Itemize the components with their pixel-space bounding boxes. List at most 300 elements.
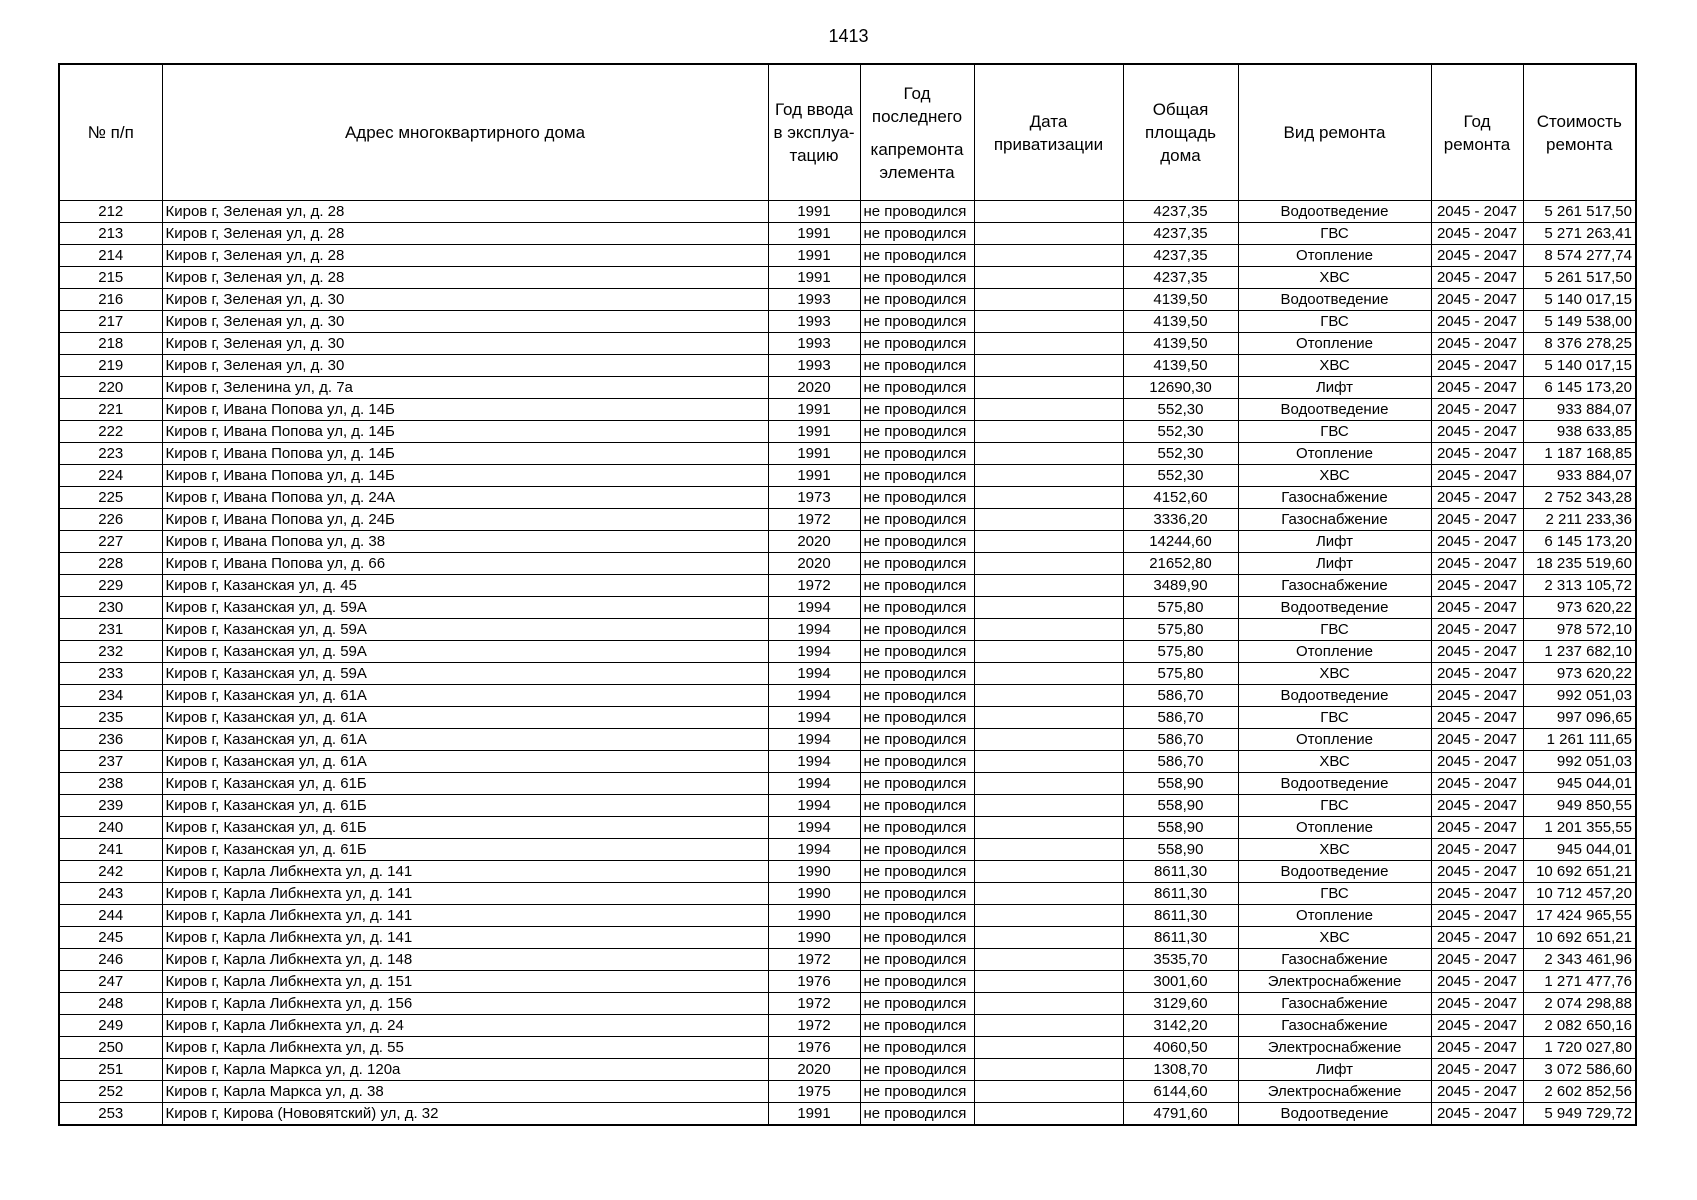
- cell-cost: 978 572,10: [1523, 619, 1636, 641]
- table-body: [59, 201, 1636, 1126]
- repair-schedule-table: [58, 63, 1637, 1126]
- cell-cost: 2 082 650,16: [1523, 1015, 1636, 1037]
- cell-address: Киров г, Казанская ул, д. 61А: [162, 751, 768, 773]
- cell-repair-type: Водоотведение: [1238, 861, 1431, 883]
- cell-privatization: [974, 1103, 1123, 1126]
- cell-repair-type: ГВС: [1238, 223, 1431, 245]
- cell-repair-year: 2045 - 2047: [1431, 509, 1523, 531]
- cell-area: 4060,50: [1123, 1037, 1238, 1059]
- cell-repair-year: 2045 - 2047: [1431, 399, 1523, 421]
- cell-year-commission: 1991: [768, 267, 860, 289]
- cell-area: 8611,30: [1123, 883, 1238, 905]
- cell-year-commission: 1990: [768, 861, 860, 883]
- cell-year-commission: 1994: [768, 619, 860, 641]
- cell-cost: 1 187 168,85: [1523, 443, 1636, 465]
- cell-last-repair: не проводился: [860, 311, 974, 333]
- cell-num: 224: [59, 465, 162, 487]
- cell-repair-type: Водоотведение: [1238, 773, 1431, 795]
- cell-address: Киров г, Зеленая ул, д. 28: [162, 201, 768, 223]
- cell-year-commission: 2020: [768, 377, 860, 399]
- cell-repair-type: Газоснабжение: [1238, 509, 1431, 531]
- cell-cost: 5 271 263,41: [1523, 223, 1636, 245]
- cell-year-commission: 1993: [768, 333, 860, 355]
- table-row: [59, 509, 1636, 531]
- cell-cost: 17 424 965,55: [1523, 905, 1636, 927]
- header-area: Общая площадь дома: [1123, 64, 1238, 201]
- cell-address: Киров г, Зеленина ул, д. 7а: [162, 377, 768, 399]
- cell-repair-type: ГВС: [1238, 795, 1431, 817]
- cell-last-repair: не проводился: [860, 443, 974, 465]
- cell-area: 552,30: [1123, 421, 1238, 443]
- cell-area: 558,90: [1123, 839, 1238, 861]
- cell-repair-type: Отопление: [1238, 641, 1431, 663]
- cell-repair-year: 2045 - 2047: [1431, 245, 1523, 267]
- cell-address: Киров г, Казанская ул, д. 45: [162, 575, 768, 597]
- cell-repair-year: 2045 - 2047: [1431, 1015, 1523, 1037]
- header-privatization: Дата приватизации: [974, 64, 1123, 201]
- cell-num: 218: [59, 333, 162, 355]
- cell-num: 244: [59, 905, 162, 927]
- cell-year-commission: 1994: [768, 795, 860, 817]
- cell-cost: 8 574 277,74: [1523, 245, 1636, 267]
- cell-cost: 5 949 729,72: [1523, 1103, 1636, 1126]
- cell-privatization: [974, 1081, 1123, 1103]
- cell-privatization: [974, 553, 1123, 575]
- cell-cost: 5 140 017,15: [1523, 289, 1636, 311]
- cell-privatization: [974, 399, 1123, 421]
- cell-num: 216: [59, 289, 162, 311]
- table-row: [59, 575, 1636, 597]
- cell-year-commission: 1972: [768, 993, 860, 1015]
- cell-repair-year: 2045 - 2047: [1431, 223, 1523, 245]
- cell-repair-type: Отопление: [1238, 817, 1431, 839]
- cell-privatization: [974, 443, 1123, 465]
- cell-cost: 18 235 519,60: [1523, 553, 1636, 575]
- cell-last-repair: не проводился: [860, 993, 974, 1015]
- cell-privatization: [974, 223, 1123, 245]
- cell-privatization: [974, 531, 1123, 553]
- table-row: [59, 795, 1636, 817]
- cell-num: 236: [59, 729, 162, 751]
- cell-address: Киров г, Казанская ул, д. 61А: [162, 707, 768, 729]
- cell-repair-year: 2045 - 2047: [1431, 443, 1523, 465]
- cell-address: Киров г, Карла Либкнехта ул, д. 151: [162, 971, 768, 993]
- cell-cost: 1 271 477,76: [1523, 971, 1636, 993]
- cell-area: 8611,30: [1123, 927, 1238, 949]
- cell-num: 232: [59, 641, 162, 663]
- cell-repair-type: ГВС: [1238, 707, 1431, 729]
- cell-year-commission: 1994: [768, 707, 860, 729]
- table-row: [59, 531, 1636, 553]
- cell-privatization: [974, 201, 1123, 223]
- header-year-commission: Год ввода в эксплуа-тацию: [768, 64, 860, 201]
- cell-repair-year: 2045 - 2047: [1431, 421, 1523, 443]
- cell-repair-type: Водоотведение: [1238, 289, 1431, 311]
- cell-repair-type: Отопление: [1238, 333, 1431, 355]
- table-row: [59, 553, 1636, 575]
- cell-privatization: [974, 641, 1123, 663]
- cell-year-commission: 1994: [768, 817, 860, 839]
- cell-num: 243: [59, 883, 162, 905]
- cell-repair-year: 2045 - 2047: [1431, 817, 1523, 839]
- cell-last-repair: не проводился: [860, 685, 974, 707]
- cell-last-repair: не проводился: [860, 1103, 974, 1126]
- table-row: [59, 971, 1636, 993]
- cell-repair-year: 2045 - 2047: [1431, 1059, 1523, 1081]
- cell-repair-year: 2045 - 2047: [1431, 795, 1523, 817]
- cell-num: 250: [59, 1037, 162, 1059]
- cell-area: 4237,35: [1123, 267, 1238, 289]
- cell-area: 8611,30: [1123, 861, 1238, 883]
- table-row: [59, 861, 1636, 883]
- table-row: [59, 399, 1636, 421]
- cell-address: Киров г, Ивана Попова ул, д. 24Б: [162, 509, 768, 531]
- cell-num: 249: [59, 1015, 162, 1037]
- cell-area: 14244,60: [1123, 531, 1238, 553]
- cell-repair-type: Отопление: [1238, 905, 1431, 927]
- header-repair-type: Вид ремонта: [1238, 64, 1431, 201]
- cell-repair-year: 2045 - 2047: [1431, 333, 1523, 355]
- cell-year-commission: 1991: [768, 1103, 860, 1126]
- cell-num: 213: [59, 223, 162, 245]
- cell-num: 253: [59, 1103, 162, 1126]
- cell-cost: 3 072 586,60: [1523, 1059, 1636, 1081]
- table-row: [59, 1081, 1636, 1103]
- cell-last-repair: не проводился: [860, 949, 974, 971]
- cell-year-commission: 1972: [768, 509, 860, 531]
- cell-privatization: [974, 729, 1123, 751]
- cell-last-repair: не проводился: [860, 663, 974, 685]
- cell-year-commission: 1975: [768, 1081, 860, 1103]
- cell-year-commission: 1991: [768, 223, 860, 245]
- cell-area: 4237,35: [1123, 201, 1238, 223]
- cell-repair-type: ГВС: [1238, 883, 1431, 905]
- cell-cost: 5 140 017,15: [1523, 355, 1636, 377]
- cell-last-repair: не проводился: [860, 861, 974, 883]
- cell-repair-type: Электроснабжение: [1238, 1037, 1431, 1059]
- cell-last-repair: не проводился: [860, 531, 974, 553]
- table-row: [59, 597, 1636, 619]
- cell-address: Киров г, Кирова (Нововятский) ул, д. 32: [162, 1103, 768, 1126]
- cell-privatization: [974, 421, 1123, 443]
- cell-area: 3489,90: [1123, 575, 1238, 597]
- cell-num: 227: [59, 531, 162, 553]
- page-number: 1413: [828, 26, 869, 46]
- cell-address: Киров г, Казанская ул, д. 61А: [162, 685, 768, 707]
- cell-last-repair: не проводился: [860, 729, 974, 751]
- table-row: [59, 311, 1636, 333]
- cell-num: 225: [59, 487, 162, 509]
- cell-cost: 5 261 517,50: [1523, 267, 1636, 289]
- header-row: [59, 64, 1636, 201]
- cell-privatization: [974, 333, 1123, 355]
- cell-cost: 5 149 538,00: [1523, 311, 1636, 333]
- cell-area: 6144,60: [1123, 1081, 1238, 1103]
- cell-address: Киров г, Карла Маркса ул, д. 120а: [162, 1059, 768, 1081]
- cell-num: 220: [59, 377, 162, 399]
- cell-last-repair: не проводился: [860, 333, 974, 355]
- cell-year-commission: 1990: [768, 927, 860, 949]
- cell-area: 586,70: [1123, 729, 1238, 751]
- cell-num: 241: [59, 839, 162, 861]
- cell-repair-year: 2045 - 2047: [1431, 201, 1523, 223]
- cell-repair-type: Водоотведение: [1238, 597, 1431, 619]
- cell-year-commission: 2020: [768, 553, 860, 575]
- cell-last-repair: не проводился: [860, 399, 974, 421]
- cell-privatization: [974, 751, 1123, 773]
- cell-repair-type: Газоснабжение: [1238, 575, 1431, 597]
- cell-cost: 973 620,22: [1523, 597, 1636, 619]
- cell-num: 239: [59, 795, 162, 817]
- table-row: [59, 905, 1636, 927]
- cell-area: 575,80: [1123, 641, 1238, 663]
- cell-privatization: [974, 817, 1123, 839]
- cell-last-repair: не проводился: [860, 1015, 974, 1037]
- cell-last-repair: не проводился: [860, 245, 974, 267]
- table-row: [59, 685, 1636, 707]
- cell-last-repair: не проводился: [860, 487, 974, 509]
- table-row: [59, 927, 1636, 949]
- cell-area: 552,30: [1123, 443, 1238, 465]
- cell-privatization: [974, 883, 1123, 905]
- cell-address: Киров г, Карла Либкнехта ул, д. 141: [162, 861, 768, 883]
- table-row: [59, 1103, 1636, 1126]
- cell-year-commission: 1990: [768, 905, 860, 927]
- cell-privatization: [974, 311, 1123, 333]
- cell-last-repair: не проводился: [860, 927, 974, 949]
- cell-privatization: [974, 927, 1123, 949]
- cell-repair-type: ХВС: [1238, 751, 1431, 773]
- table-row: [59, 443, 1636, 465]
- cell-privatization: [974, 487, 1123, 509]
- cell-repair-type: Водоотведение: [1238, 1103, 1431, 1126]
- cell-address: Киров г, Карла Либкнехта ул, д. 24: [162, 1015, 768, 1037]
- cell-repair-type: Газоснабжение: [1238, 1015, 1431, 1037]
- table-row: [59, 245, 1636, 267]
- cell-last-repair: не проводился: [860, 465, 974, 487]
- cell-cost: 2 211 233,36: [1523, 509, 1636, 531]
- cell-repair-type: Газоснабжение: [1238, 993, 1431, 1015]
- cell-cost: 10 692 651,21: [1523, 861, 1636, 883]
- cell-num: 231: [59, 619, 162, 641]
- cell-year-commission: 1991: [768, 399, 860, 421]
- cell-privatization: [974, 377, 1123, 399]
- cell-repair-year: 2045 - 2047: [1431, 311, 1523, 333]
- cell-repair-year: 2045 - 2047: [1431, 377, 1523, 399]
- cell-area: 586,70: [1123, 707, 1238, 729]
- cell-year-commission: 1976: [768, 1037, 860, 1059]
- cell-cost: 2 343 461,96: [1523, 949, 1636, 971]
- cell-address: Киров г, Казанская ул, д. 61Б: [162, 773, 768, 795]
- cell-year-commission: 1972: [768, 949, 860, 971]
- cell-repair-year: 2045 - 2047: [1431, 1103, 1523, 1126]
- cell-last-repair: не проводился: [860, 1059, 974, 1081]
- cell-repair-year: 2045 - 2047: [1431, 751, 1523, 773]
- cell-cost: 1 261 111,65: [1523, 729, 1636, 751]
- table-row: [59, 993, 1636, 1015]
- cell-area: 4791,60: [1123, 1103, 1238, 1126]
- cell-repair-year: 2045 - 2047: [1431, 707, 1523, 729]
- cell-year-commission: 1994: [768, 751, 860, 773]
- cell-num: 245: [59, 927, 162, 949]
- cell-num: 230: [59, 597, 162, 619]
- cell-cost: 1 201 355,55: [1523, 817, 1636, 839]
- cell-repair-type: ГВС: [1238, 619, 1431, 641]
- cell-address: Киров г, Карла Либкнехта ул, д. 55: [162, 1037, 768, 1059]
- cell-last-repair: не проводился: [860, 201, 974, 223]
- cell-num: 248: [59, 993, 162, 1015]
- cell-address: Киров г, Зеленая ул, д. 30: [162, 289, 768, 311]
- cell-repair-type: ХВС: [1238, 267, 1431, 289]
- cell-area: 3535,70: [1123, 949, 1238, 971]
- cell-cost: 10 692 651,21: [1523, 927, 1636, 949]
- cell-num: 221: [59, 399, 162, 421]
- table-row: [59, 817, 1636, 839]
- cell-num: 240: [59, 817, 162, 839]
- cell-repair-year: 2045 - 2047: [1431, 289, 1523, 311]
- cell-cost: 6 145 173,20: [1523, 531, 1636, 553]
- cell-last-repair: не проводился: [860, 883, 974, 905]
- cell-last-repair: не проводился: [860, 751, 974, 773]
- cell-repair-year: 2045 - 2047: [1431, 465, 1523, 487]
- cell-privatization: [974, 707, 1123, 729]
- cell-repair-type: Отопление: [1238, 443, 1431, 465]
- cell-repair-year: 2045 - 2047: [1431, 729, 1523, 751]
- cell-area: 552,30: [1123, 399, 1238, 421]
- cell-cost: 933 884,07: [1523, 465, 1636, 487]
- cell-address: Киров г, Казанская ул, д. 61Б: [162, 839, 768, 861]
- cell-num: 252: [59, 1081, 162, 1103]
- cell-address: Киров г, Ивана Попова ул, д. 24А: [162, 487, 768, 509]
- cell-area: 4237,35: [1123, 245, 1238, 267]
- cell-privatization: [974, 1059, 1123, 1081]
- cell-address: Киров г, Карла Либкнехта ул, д. 141: [162, 905, 768, 927]
- cell-area: 4139,50: [1123, 355, 1238, 377]
- cell-address: Киров г, Карла Маркса ул, д. 38: [162, 1081, 768, 1103]
- header-cost: Стоимость ремонта: [1523, 64, 1636, 201]
- cell-repair-year: 2045 - 2047: [1431, 619, 1523, 641]
- cell-privatization: [974, 267, 1123, 289]
- header-address: Адрес многоквартирного дома: [162, 64, 768, 201]
- cell-repair-year: 2045 - 2047: [1431, 1081, 1523, 1103]
- cell-address: Киров г, Зеленая ул, д. 30: [162, 355, 768, 377]
- cell-area: 575,80: [1123, 619, 1238, 641]
- cell-cost: 945 044,01: [1523, 839, 1636, 861]
- cell-area: 21652,80: [1123, 553, 1238, 575]
- table-row: [59, 883, 1636, 905]
- cell-year-commission: 1994: [768, 773, 860, 795]
- cell-repair-type: Газоснабжение: [1238, 949, 1431, 971]
- header-num: № п/п: [59, 64, 162, 201]
- cell-repair-type: Лифт: [1238, 531, 1431, 553]
- cell-privatization: [974, 1037, 1123, 1059]
- cell-year-commission: 1972: [768, 1015, 860, 1037]
- cell-repair-year: 2045 - 2047: [1431, 597, 1523, 619]
- cell-num: 242: [59, 861, 162, 883]
- cell-area: 558,90: [1123, 817, 1238, 839]
- cell-num: 234: [59, 685, 162, 707]
- table-row: [59, 707, 1636, 729]
- cell-num: 226: [59, 509, 162, 531]
- cell-address: Киров г, Карла Либкнехта ул, д. 156: [162, 993, 768, 1015]
- cell-repair-year: 2045 - 2047: [1431, 839, 1523, 861]
- table-row: [59, 663, 1636, 685]
- cell-repair-year: 2045 - 2047: [1431, 267, 1523, 289]
- table-row: [59, 1037, 1636, 1059]
- cell-address: Киров г, Ивана Попова ул, д. 66: [162, 553, 768, 575]
- cell-last-repair: не проводился: [860, 597, 974, 619]
- cell-last-repair: не проводился: [860, 1081, 974, 1103]
- cell-num: 246: [59, 949, 162, 971]
- cell-year-commission: 1991: [768, 465, 860, 487]
- cell-repair-type: ХВС: [1238, 663, 1431, 685]
- cell-year-commission: 1991: [768, 201, 860, 223]
- cell-cost: 997 096,65: [1523, 707, 1636, 729]
- header-last-repair-line2: капремонта элемента: [870, 139, 964, 182]
- cell-cost: 2 602 852,56: [1523, 1081, 1636, 1103]
- cell-address: Киров г, Ивана Попова ул, д. 14Б: [162, 421, 768, 443]
- cell-area: 575,80: [1123, 597, 1238, 619]
- cell-num: 217: [59, 311, 162, 333]
- cell-repair-type: ГВС: [1238, 421, 1431, 443]
- table-row: [59, 839, 1636, 861]
- cell-cost: 2 313 105,72: [1523, 575, 1636, 597]
- cell-num: 251: [59, 1059, 162, 1081]
- cell-num: 215: [59, 267, 162, 289]
- cell-repair-type: Водоотведение: [1238, 685, 1431, 707]
- cell-privatization: [974, 1015, 1123, 1037]
- cell-area: 558,90: [1123, 773, 1238, 795]
- header-last-repair-line1: Год последнего: [871, 83, 963, 126]
- cell-privatization: [974, 971, 1123, 993]
- cell-year-commission: 2020: [768, 1059, 860, 1081]
- cell-repair-year: 2045 - 2047: [1431, 949, 1523, 971]
- cell-repair-type: Электроснабжение: [1238, 1081, 1431, 1103]
- cell-area: 3129,60: [1123, 993, 1238, 1015]
- cell-repair-type: Лифт: [1238, 553, 1431, 575]
- cell-repair-year: 2045 - 2047: [1431, 487, 1523, 509]
- cell-repair-year: 2045 - 2047: [1431, 773, 1523, 795]
- cell-address: Киров г, Зеленая ул, д. 30: [162, 311, 768, 333]
- cell-last-repair: не проводился: [860, 1037, 974, 1059]
- table-row: [59, 641, 1636, 663]
- cell-area: 575,80: [1123, 663, 1238, 685]
- cell-cost: 2 074 298,88: [1523, 993, 1636, 1015]
- table-row: [59, 619, 1636, 641]
- cell-cost: 949 850,55: [1523, 795, 1636, 817]
- cell-repair-year: 2045 - 2047: [1431, 1037, 1523, 1059]
- header-last-repair: [860, 64, 974, 201]
- cell-address: Киров г, Казанская ул, д. 59А: [162, 663, 768, 685]
- cell-privatization: [974, 861, 1123, 883]
- cell-cost: 6 145 173,20: [1523, 377, 1636, 399]
- cell-num: 247: [59, 971, 162, 993]
- cell-repair-type: Электроснабжение: [1238, 971, 1431, 993]
- cell-year-commission: 1993: [768, 289, 860, 311]
- cell-area: 3142,20: [1123, 1015, 1238, 1037]
- cell-privatization: [974, 839, 1123, 861]
- cell-last-repair: не проводился: [860, 619, 974, 641]
- cell-last-repair: не проводился: [860, 817, 974, 839]
- cell-repair-type: Газоснабжение: [1238, 487, 1431, 509]
- cell-last-repair: не проводился: [860, 707, 974, 729]
- cell-last-repair: не проводился: [860, 839, 974, 861]
- cell-address: Киров г, Казанская ул, д. 61А: [162, 729, 768, 751]
- table-row: [59, 487, 1636, 509]
- cell-privatization: [974, 245, 1123, 267]
- cell-cost: 2 752 343,28: [1523, 487, 1636, 509]
- cell-last-repair: не проводился: [860, 971, 974, 993]
